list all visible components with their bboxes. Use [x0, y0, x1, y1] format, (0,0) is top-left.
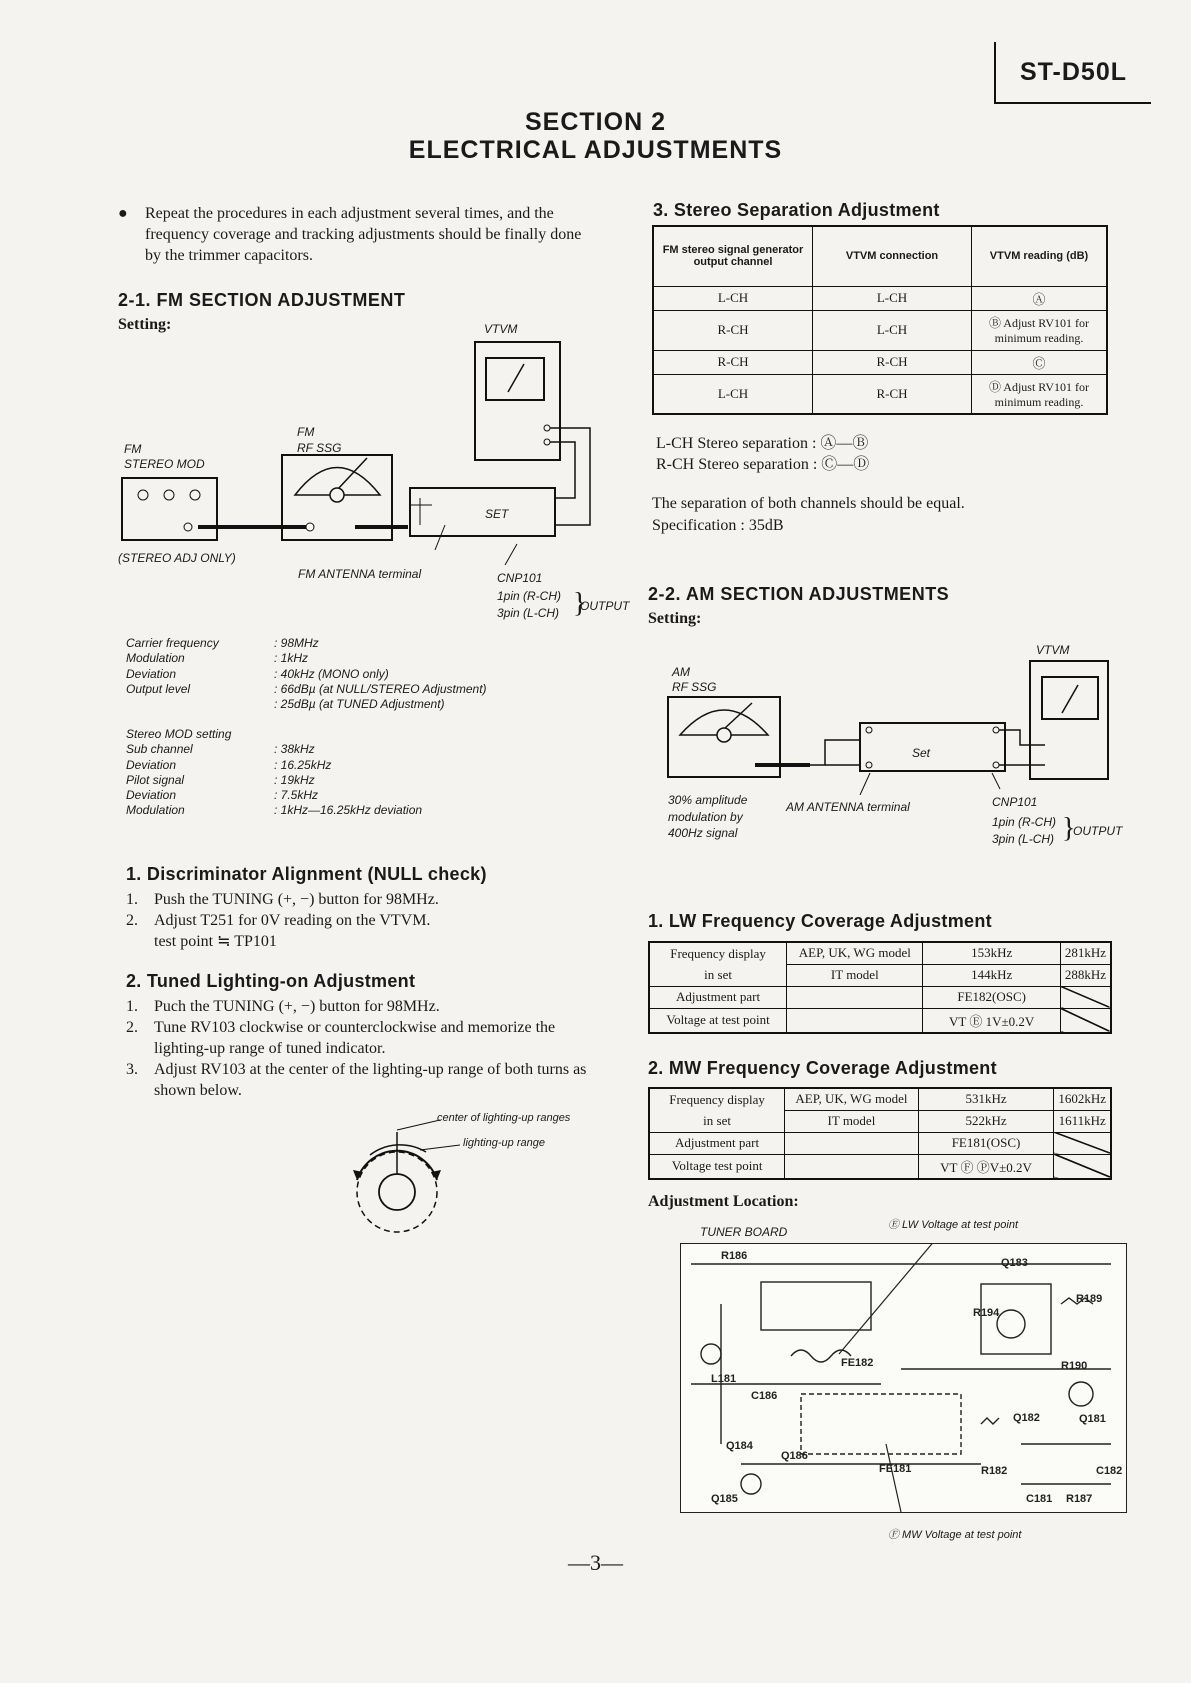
- table-row: [649, 964, 1111, 986]
- list-item: 1. Push the TUNING (+, −) button for 98MHz.: [126, 891, 439, 908]
- fm-output-label: OUTPUT: [580, 599, 630, 613]
- param-row: Sub channel : 38kHz: [126, 742, 315, 757]
- part-label: C181: [1026, 1493, 1053, 1505]
- section-number: SECTION 2: [525, 108, 666, 136]
- table-cell: AEP, UK, WG model: [785, 1088, 919, 1110]
- stereo-mod-label: STEREO MOD: [124, 457, 205, 471]
- am-setting-label: Setting:: [648, 610, 702, 627]
- fm-rf-ssg-label: RF SSG: [297, 441, 342, 455]
- table-cell: in set: [649, 1110, 785, 1132]
- table-cell: 144kHz: [923, 964, 1060, 986]
- am-section-heading: 2-2. AM SECTION ADJUSTMENTS: [648, 584, 950, 604]
- table-cell: in set: [649, 964, 787, 986]
- am-vtvm-label: VTVM: [1036, 643, 1070, 657]
- rch-separation: R-CH Stereo separation : Ⓒ—Ⓓ: [656, 456, 870, 473]
- table-cell: FE182(OSC): [923, 986, 1060, 1008]
- list-item: 2. Tune RV103 clockwise or counterclockwise and memorize the lighting-up range of tuned indicator.: [126, 1019, 556, 1057]
- table-cell: 522kHz: [918, 1110, 1054, 1132]
- stereo-sep-heading: 3. Stereo Separation Adjustment: [653, 200, 940, 220]
- table-cell: [785, 1132, 919, 1154]
- pcb-traces: [681, 1244, 1126, 1512]
- param-row: Modulation : 1kHz: [126, 651, 309, 666]
- fm-antenna-label: FM ANTENNA terminal: [298, 567, 422, 581]
- fm-section-heading: 2-1. FM SECTION ADJUSTMENT: [118, 290, 406, 310]
- list-item: 3. Adjust RV103 at the center of the lighting-up range of both turns as shown below.: [126, 1061, 587, 1099]
- part-label: R186: [721, 1250, 748, 1262]
- table-cell: Voltage test point: [649, 1154, 785, 1179]
- am-set-label: Set: [912, 746, 931, 760]
- tuner-board-image: [680, 1243, 1127, 1513]
- table-cell: [1060, 1008, 1111, 1033]
- part-label: FE181: [879, 1463, 912, 1475]
- part-label: L181: [711, 1373, 737, 1385]
- part-label: R187: [1066, 1493, 1093, 1505]
- table-cell: 1602kHz: [1054, 1088, 1111, 1110]
- fm-setting-label: Setting:: [118, 316, 172, 333]
- part-label: Q181: [1079, 1413, 1106, 1425]
- table-row: [653, 350, 1107, 374]
- table-cell: 288kHz: [1060, 964, 1111, 986]
- table-cell: IT model: [787, 964, 923, 986]
- table-cell: Voltage at test point: [649, 1008, 787, 1033]
- param-row: Deviation : 16.25kHz: [126, 757, 332, 772]
- table-row: [649, 1154, 1111, 1179]
- fm-set-label: SET: [485, 507, 509, 521]
- part-label: FE182: [841, 1357, 874, 1369]
- am-amp-line3: 400Hz signal: [668, 826, 738, 840]
- lighting-range-label: lighting-up range: [463, 1137, 545, 1149]
- lw-testpoint-label: Ⓔ LW Voltage at test point: [888, 1219, 1019, 1231]
- table-row: [649, 942, 1111, 964]
- table-cell: R-CH: [653, 310, 813, 350]
- part-label: Q185: [711, 1493, 738, 1505]
- intro-text: Repeat the procedures in each adjustment several times, and the frequency coverage and tracking adjustments should be finally done by the trimmer capacitors.: [145, 205, 582, 264]
- table-cell: Frequency display: [649, 1088, 785, 1110]
- param-row: Deviation : 40kHz (MONO only): [126, 666, 389, 681]
- part-label: R194: [973, 1307, 1000, 1319]
- param-row: Output level : 66dBµ (at NULL/STEREO Adjustment): [126, 681, 487, 696]
- lw-table: [648, 941, 1112, 1034]
- am-pin3-label: 3pin (L-CH): [992, 832, 1055, 846]
- page-number: —3—: [568, 1550, 623, 1575]
- table-cell: L-CH: [653, 286, 813, 310]
- part-label: Q183: [1001, 1257, 1028, 1269]
- fm-rf-label: FM: [297, 425, 315, 439]
- table-cell: [1060, 986, 1111, 1008]
- table-cell: L-CH: [813, 310, 972, 350]
- table-row: [649, 986, 1111, 1008]
- stereo-sep-table: [652, 225, 1108, 415]
- table-header: VTVM reading (dB): [972, 226, 1108, 286]
- stereo-mod-params: [126, 727, 546, 819]
- lw-heading: 1. LW Frequency Coverage Adjustment: [648, 911, 992, 931]
- table-row: [653, 310, 1107, 350]
- model-number: ST-D50L: [994, 42, 1151, 104]
- param-row: : 25dBµ (at TUNED Adjustment): [274, 697, 445, 712]
- mw-testpoint-label: Ⓕ MW Voltage at test point: [888, 1529, 1022, 1541]
- table-cell: [787, 1008, 923, 1033]
- table-cell: Ⓓ Adjust RV101 for minimum reading.: [972, 374, 1108, 414]
- page-title: ELECTRICAL ADJUSTMENTS: [408, 136, 783, 164]
- bullet-icon: ●: [118, 205, 128, 222]
- table-header: FM stereo signal generator output channel: [653, 226, 813, 286]
- table-row: [653, 286, 1107, 310]
- param-row: Carrier frequency : 98MHz: [126, 636, 319, 650]
- center-range-label: center of lighting-up ranges: [437, 1112, 571, 1124]
- table-cell: Adjustment part: [649, 986, 787, 1008]
- am-rf-ssg-label: RF SSG: [672, 680, 717, 694]
- am-setup-diagram: [660, 655, 1120, 795]
- fm-pin1-label: 1pin (R-CH): [497, 589, 562, 603]
- list-item: test point ≒ TP101: [154, 933, 277, 950]
- list-item: 2. Adjust T251 for 0V reading on the VTVM.: [126, 912, 431, 929]
- part-label: Q186: [781, 1450, 808, 1462]
- am-amp-line1: 30% amplitude: [668, 793, 748, 807]
- table-cell: [785, 1154, 919, 1179]
- table-header-row: [653, 226, 1107, 286]
- table-cell: L-CH: [653, 374, 813, 414]
- part-label: C186: [751, 1390, 778, 1402]
- stereo-mod-setting-title: Stereo MOD setting: [126, 727, 232, 741]
- table-cell: Adjustment part: [649, 1132, 785, 1154]
- table-cell: R-CH: [813, 350, 972, 374]
- table-cell: VT Ⓔ 1V±0.2V: [923, 1008, 1060, 1033]
- table-cell: 531kHz: [918, 1088, 1054, 1110]
- param-row: Modulation : 1kHz—16.25kHz deviation: [126, 803, 423, 818]
- part-label: R189: [1076, 1293, 1103, 1305]
- table-cell: [1054, 1132, 1111, 1154]
- table-cell: FE181(OSC): [918, 1132, 1054, 1154]
- lch-separation: L-CH Stereo separation : Ⓐ—Ⓑ: [656, 435, 869, 452]
- am-set-box: [860, 723, 1005, 771]
- table-cell: 281kHz: [1060, 942, 1111, 964]
- part-label: Q184: [726, 1440, 753, 1452]
- am-output-brace: }: [1062, 813, 1076, 844]
- table-header: VTVM connection: [813, 226, 972, 286]
- mw-heading: 2. MW Frequency Coverage Adjustment: [648, 1058, 997, 1078]
- table-cell: 1611kHz: [1054, 1110, 1111, 1132]
- disc-heading: 1. Discriminator Alignment (NULL check): [126, 864, 487, 884]
- list-item: 1. Puch the TUNING (+, −) button for 98MHz.: [126, 998, 440, 1015]
- part-label: R182: [981, 1465, 1008, 1477]
- set-box: [410, 488, 555, 536]
- part-label: R190: [1061, 1360, 1088, 1372]
- mw-table: [648, 1087, 1112, 1180]
- tuned-steps: [126, 996, 596, 1101]
- stereo-mod-box: [122, 478, 217, 540]
- table-row: [649, 1110, 1111, 1132]
- fm-cnp-label: CNP101: [497, 571, 543, 585]
- disc-steps: [126, 889, 586, 952]
- am-label: AM: [672, 665, 690, 679]
- am-amp-line2: modulation by: [668, 810, 743, 824]
- table-cell: Ⓑ Adjust RV101 for minimum reading.: [972, 310, 1108, 350]
- table-cell: 153kHz: [923, 942, 1060, 964]
- am-cnp-label: CNP101: [992, 795, 1038, 809]
- table-row: [649, 1132, 1111, 1154]
- fm-output-brace: }: [573, 588, 587, 619]
- part-label: Q182: [1013, 1412, 1040, 1424]
- adjustment-location-heading: Adjustment Location:: [648, 1193, 799, 1210]
- am-pin1-label: 1pin (R-CH): [992, 815, 1057, 829]
- table-cell: Frequency display: [649, 942, 787, 964]
- fm-vtvm-label: VTVM: [484, 322, 518, 336]
- param-row: Pilot signal : 19kHz: [126, 772, 315, 787]
- table-cell: AEP, UK, WG model: [787, 942, 923, 964]
- table-cell: R-CH: [653, 350, 813, 374]
- table-cell: IT model: [785, 1110, 919, 1132]
- table-cell: L-CH: [813, 286, 972, 310]
- table-cell: R-CH: [813, 374, 972, 414]
- table-row: [649, 1008, 1111, 1033]
- stereo-adj-only-label: (STEREO ADJ ONLY): [118, 551, 236, 565]
- fm-params: [126, 636, 546, 712]
- table-row: [653, 374, 1107, 414]
- fm-stereo-fm-label: FM: [124, 442, 142, 456]
- equal-note: The separation of both channels should be equal.: [652, 495, 965, 512]
- fm-pin3-label: 3pin (L-CH): [497, 606, 560, 620]
- table-row: [649, 1088, 1111, 1110]
- table-cell: VT Ⓕ ⓅV±0.2V: [918, 1154, 1054, 1179]
- table-cell: [787, 986, 923, 1008]
- am-antenna-label: AM ANTENNA terminal: [786, 800, 910, 814]
- part-label: C182: [1096, 1465, 1123, 1477]
- spec-note: Specification : 35dB: [652, 517, 784, 534]
- fm-setup-diagram: [110, 320, 650, 630]
- param-row: Deviation : 7.5kHz: [126, 788, 319, 803]
- table-cell: Ⓒ: [972, 350, 1108, 374]
- tuner-board-label: TUNER BOARD: [700, 1225, 788, 1239]
- am-output-label: OUTPUT: [1073, 824, 1123, 838]
- table-cell: Ⓐ: [972, 286, 1108, 310]
- table-cell: [1054, 1154, 1111, 1179]
- tuned-heading: 2. Tuned Lighting-on Adjustment: [126, 971, 416, 991]
